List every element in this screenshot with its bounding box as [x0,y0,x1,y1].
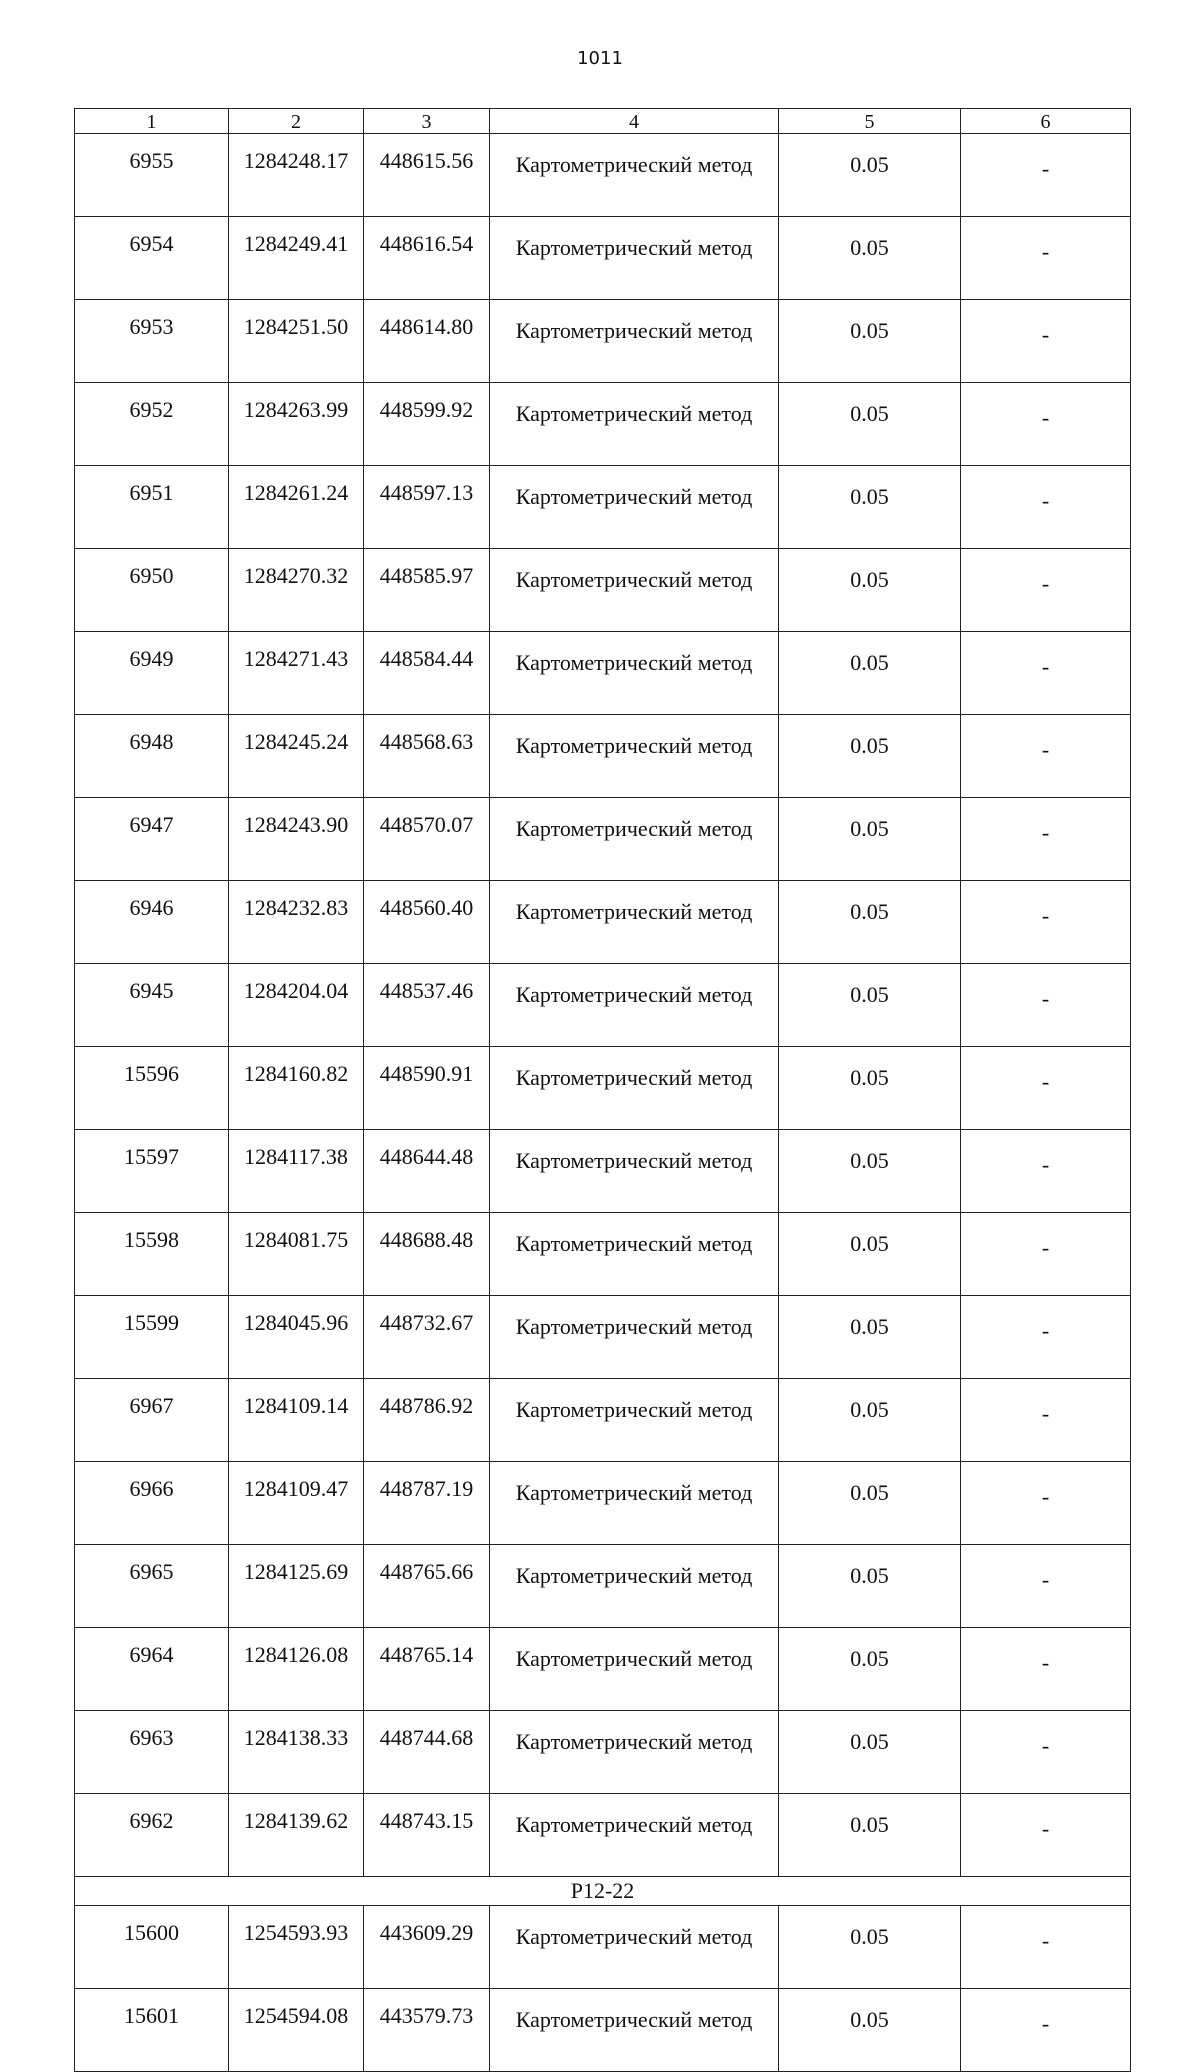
method-cell: Картометрический метод [490,715,779,798]
accuracy-cell: 0.05 [779,1906,961,1989]
point-number-cell: 6946 [75,881,229,964]
note-cell: - [961,466,1131,549]
table-row [75,1213,1131,1296]
method-cell: Картометрический метод [490,881,779,964]
method-cell: Картометрический метод [490,1213,779,1296]
table-row [75,1906,1131,1989]
x-coordinate-cell: 1284251.50 [229,300,364,383]
method-cell: Картометрический метод [490,1379,779,1462]
accuracy-cell: 0.05 [779,383,961,466]
table-row [75,134,1131,217]
note-cell: - [961,964,1131,1047]
y-coordinate-cell: 448585.97 [364,549,490,632]
note-cell: - [961,1130,1131,1213]
accuracy-cell: 0.05 [779,1379,961,1462]
x-coordinate-cell: 1284126.08 [229,1628,364,1711]
note-cell: - [961,1379,1131,1462]
note-cell: - [961,134,1131,217]
note-cell: - [961,632,1131,715]
accuracy-cell: 0.05 [779,549,961,632]
y-coordinate-cell: 448616.54 [364,217,490,300]
method-cell: Картометрический метод [490,217,779,300]
accuracy-cell: 0.05 [779,1047,961,1130]
column-header: 4 [490,109,779,134]
table-row [75,715,1131,798]
accuracy-cell: 0.05 [779,217,961,300]
x-coordinate-cell: 1284138.33 [229,1711,364,1794]
accuracy-cell: 0.05 [779,1213,961,1296]
table-row [75,217,1131,300]
method-cell: Картометрический метод [490,1296,779,1379]
section-row [75,1877,1131,1906]
accuracy-cell: 0.05 [779,1296,961,1379]
table-row [75,549,1131,632]
point-number-cell: 6962 [75,1794,229,1877]
x-coordinate-cell: 1284249.41 [229,217,364,300]
x-coordinate-cell: 1284245.24 [229,715,364,798]
method-cell: Картометрический метод [490,1462,779,1545]
method-cell: Картометрический метод [490,798,779,881]
method-cell: Картометрический метод [490,1711,779,1794]
x-coordinate-cell: 1284243.90 [229,798,364,881]
note-cell: - [961,1628,1131,1711]
accuracy-cell: 0.05 [779,134,961,217]
method-cell: Картометрический метод [490,964,779,1047]
x-coordinate-cell: 1284263.99 [229,383,364,466]
point-number-cell: 15601 [75,1989,229,2072]
table-row [75,1794,1131,1877]
x-coordinate-cell: 1284204.04 [229,964,364,1047]
note-cell: - [961,1047,1131,1130]
column-header: 5 [779,109,961,134]
method-cell: Картометрический метод [490,1794,779,1877]
x-coordinate-cell: 1284139.62 [229,1794,364,1877]
accuracy-cell: 0.05 [779,1711,961,1794]
note-cell: - [961,715,1131,798]
point-number-cell: 6964 [75,1628,229,1711]
y-coordinate-cell: 448743.15 [364,1794,490,1877]
x-coordinate-cell: 1284248.17 [229,134,364,217]
note-cell: - [961,1906,1131,1989]
table-row [75,466,1131,549]
table-row [75,1545,1131,1628]
note-cell: - [961,798,1131,881]
accuracy-cell: 0.05 [779,632,961,715]
method-cell: Картометрический метод [490,383,779,466]
method-cell: Картометрический метод [490,134,779,217]
point-number-cell: 6952 [75,383,229,466]
accuracy-cell: 0.05 [779,1130,961,1213]
x-coordinate-cell: 1284125.69 [229,1545,364,1628]
table-row [75,1047,1131,1130]
table-row [75,964,1131,1047]
note-cell: - [961,1794,1131,1877]
method-cell: Картометрический метод [490,1545,779,1628]
table-row [75,300,1131,383]
x-coordinate-cell: 1284081.75 [229,1213,364,1296]
y-coordinate-cell: 443609.29 [364,1906,490,1989]
point-number-cell: 6965 [75,1545,229,1628]
y-coordinate-cell: 448599.92 [364,383,490,466]
x-coordinate-cell: 1284109.47 [229,1462,364,1545]
point-number-cell: 6967 [75,1379,229,1462]
y-coordinate-cell: 448787.19 [364,1462,490,1545]
x-coordinate-cell: 1254593.93 [229,1906,364,1989]
y-coordinate-cell: 448765.14 [364,1628,490,1711]
point-number-cell: 6955 [75,134,229,217]
method-cell: Картометрический метод [490,466,779,549]
method-cell: Картометрический метод [490,632,779,715]
point-number-cell: 6949 [75,632,229,715]
method-cell: Картометрический метод [490,1130,779,1213]
y-coordinate-cell: 448765.66 [364,1545,490,1628]
method-cell: Картометрический метод [490,1989,779,2072]
y-coordinate-cell: 448644.48 [364,1130,490,1213]
accuracy-cell: 0.05 [779,1545,961,1628]
method-cell: Картометрический метод [490,1628,779,1711]
accuracy-cell: 0.05 [779,1794,961,1877]
x-coordinate-cell: 1284271.43 [229,632,364,715]
y-coordinate-cell: 448568.63 [364,715,490,798]
table-row [75,1989,1131,2072]
note-cell: - [961,881,1131,964]
accuracy-cell: 0.05 [779,466,961,549]
y-coordinate-cell: 448744.68 [364,1711,490,1794]
note-cell: - [961,383,1131,466]
column-header: 1 [75,109,229,134]
y-coordinate-cell: 448537.46 [364,964,490,1047]
y-coordinate-cell: 448615.56 [364,134,490,217]
table-row [75,632,1131,715]
y-coordinate-cell: 448688.48 [364,1213,490,1296]
method-cell: Картометрический метод [490,1906,779,1989]
method-cell: Картометрический метод [490,1047,779,1130]
y-coordinate-cell: 448786.92 [364,1379,490,1462]
table-row [75,881,1131,964]
table-row [75,1711,1131,1794]
table-body [75,134,1131,2072]
table-row [75,798,1131,881]
x-coordinate-cell: 1284045.96 [229,1296,364,1379]
point-number-cell: 15596 [75,1047,229,1130]
y-coordinate-cell: 448570.07 [364,798,490,881]
note-cell: - [961,1296,1131,1379]
y-coordinate-cell: 448732.67 [364,1296,490,1379]
note-cell: - [961,300,1131,383]
accuracy-cell: 0.05 [779,300,961,383]
point-number-cell: 6950 [75,549,229,632]
point-number-cell: 6948 [75,715,229,798]
note-cell: - [961,1711,1131,1794]
method-cell: Картометрический метод [490,300,779,383]
point-number-cell: 6963 [75,1711,229,1794]
point-number-cell: 6947 [75,798,229,881]
column-header: 2 [229,109,364,134]
section-label: Р12-22 [75,1877,1131,1906]
y-coordinate-cell: 443579.73 [364,1989,490,2072]
column-header: 3 [364,109,490,134]
note-cell: - [961,549,1131,632]
y-coordinate-cell: 448584.44 [364,632,490,715]
point-number-cell: 15597 [75,1130,229,1213]
accuracy-cell: 0.05 [779,1462,961,1545]
page-number: 1011 [577,48,623,69]
point-number-cell: 6951 [75,466,229,549]
accuracy-cell: 0.05 [779,715,961,798]
accuracy-cell: 0.05 [779,1628,961,1711]
x-coordinate-cell: 1284261.24 [229,466,364,549]
accuracy-cell: 0.05 [779,964,961,1047]
coordinates-table [74,108,1131,2072]
x-coordinate-cell: 1284270.32 [229,549,364,632]
column-header: 6 [961,109,1131,134]
note-cell: - [961,1462,1131,1545]
y-coordinate-cell: 448590.91 [364,1047,490,1130]
accuracy-cell: 0.05 [779,798,961,881]
point-number-cell: 6954 [75,217,229,300]
note-cell: - [961,1545,1131,1628]
point-number-cell: 6953 [75,300,229,383]
accuracy-cell: 0.05 [779,881,961,964]
x-coordinate-cell: 1284117.38 [229,1130,364,1213]
point-number-cell: 6945 [75,964,229,1047]
x-coordinate-cell: 1284109.14 [229,1379,364,1462]
table-row [75,1296,1131,1379]
table-header-row [75,109,1131,134]
point-number-cell: 15599 [75,1296,229,1379]
table-row [75,1462,1131,1545]
table-row [75,383,1131,466]
table-row [75,1628,1131,1711]
x-coordinate-cell: 1284160.82 [229,1047,364,1130]
table-row [75,1379,1131,1462]
y-coordinate-cell: 448614.80 [364,300,490,383]
y-coordinate-cell: 448560.40 [364,881,490,964]
note-cell: - [961,217,1131,300]
note-cell: - [961,1213,1131,1296]
accuracy-cell: 0.05 [779,1989,961,2072]
point-number-cell: 6966 [75,1462,229,1545]
y-coordinate-cell: 448597.13 [364,466,490,549]
method-cell: Картометрический метод [490,549,779,632]
point-number-cell: 15598 [75,1213,229,1296]
x-coordinate-cell: 1284232.83 [229,881,364,964]
table-row [75,1130,1131,1213]
x-coordinate-cell: 1254594.08 [229,1989,364,2072]
note-cell: - [961,1989,1131,2072]
point-number-cell: 15600 [75,1906,229,1989]
